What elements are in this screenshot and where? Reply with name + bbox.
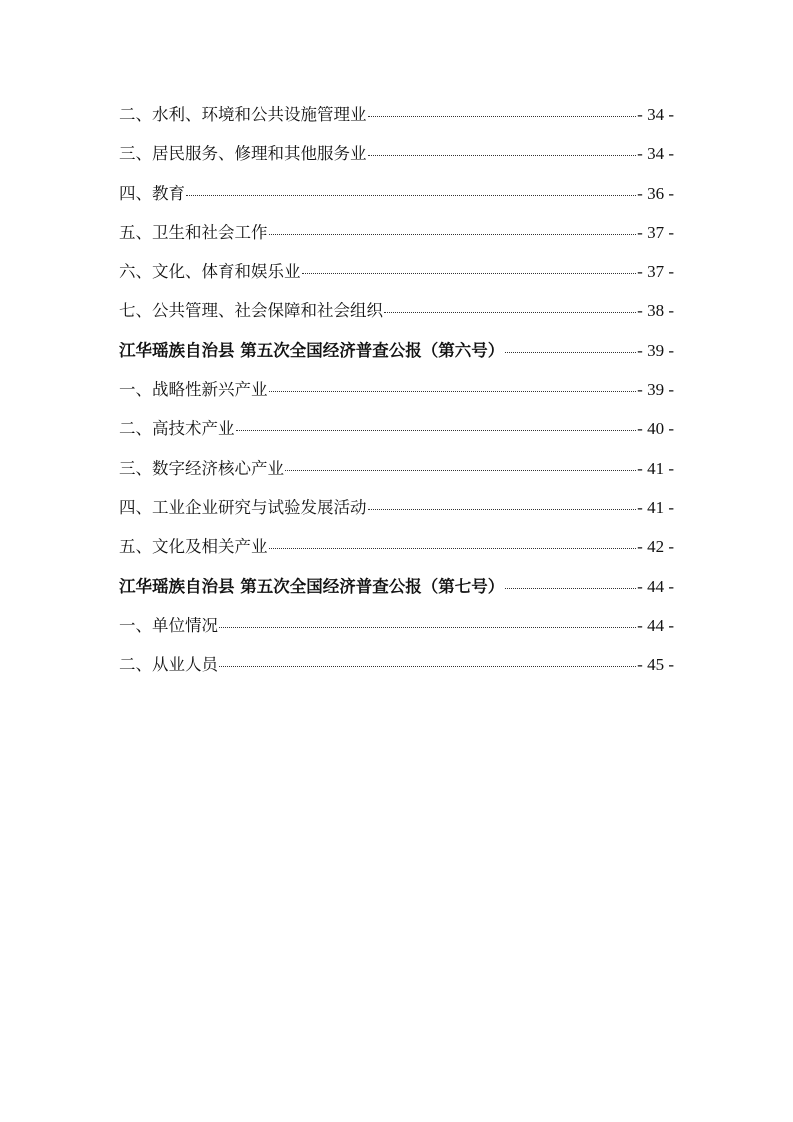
toc-entry-title: 三、数字经济核心产业	[119, 458, 284, 478]
toc-entry-page: - 41 -	[637, 458, 674, 478]
toc-section-title: 江华瑶族自治县 第五次全国经济普查公报（第六号）	[119, 340, 505, 360]
toc-entry-title: 五、卫生和社会工作	[119, 222, 268, 242]
toc-leader-dots	[505, 352, 636, 353]
table-of-contents	[119, 101, 674, 690]
toc-entry-title: 六、文化、体育和娱乐业	[119, 262, 301, 282]
toc-entry-title: 四、教育	[119, 183, 185, 203]
toc-entry[interactable]	[119, 180, 674, 219]
toc-entry-page: - 44 -	[637, 576, 674, 596]
toc-entry-title: 七、公共管理、社会保障和社会组织	[119, 301, 383, 321]
toc-entry-title: 四、工业企业研究与试验发展活动	[119, 497, 367, 517]
toc-leader-dots	[285, 470, 636, 471]
toc-entry-title: 二、高技术产业	[119, 419, 235, 439]
toc-entry[interactable]	[119, 415, 674, 454]
toc-leader-dots	[368, 155, 637, 156]
toc-entry[interactable]	[119, 455, 674, 494]
toc-entry-page: - 39 -	[637, 380, 674, 400]
toc-leader-dots	[505, 588, 636, 589]
toc-leader-dots	[219, 666, 636, 667]
toc-entry[interactable]	[119, 376, 674, 415]
toc-entry-page: - 34 -	[637, 105, 674, 124]
toc-leader-dots	[302, 273, 637, 274]
toc-entry[interactable]	[119, 533, 674, 572]
toc-section-heading[interactable]	[119, 337, 674, 376]
toc-entry-title: 三、居民服务、修理和其他服务业	[119, 144, 367, 164]
toc-entry[interactable]	[119, 494, 674, 533]
toc-entry-page: - 42 -	[637, 537, 674, 557]
toc-entry[interactable]	[119, 651, 674, 690]
toc-entry-title: 二、从业人员	[119, 655, 218, 675]
toc-entry-page: - 37 -	[637, 222, 674, 242]
toc-leader-dots	[219, 627, 636, 628]
toc-entry-title: 一、战略性新兴产业	[119, 380, 268, 400]
toc-entry-page: - 36 -	[637, 183, 674, 203]
toc-leader-dots	[236, 430, 637, 431]
toc-leader-dots	[368, 116, 637, 117]
toc-leader-dots	[186, 195, 636, 196]
toc-entry[interactable]	[119, 258, 674, 297]
toc-leader-dots	[368, 509, 637, 510]
toc-entry-page: - 45 -	[637, 655, 674, 675]
toc-entry[interactable]	[119, 612, 674, 651]
toc-section-heading[interactable]	[119, 573, 674, 612]
toc-entry-title: 一、单位情况	[119, 615, 218, 635]
toc-entry-page: - 44 -	[637, 615, 674, 635]
toc-entry[interactable]	[119, 140, 674, 179]
toc-leader-dots	[269, 391, 637, 392]
toc-entry[interactable]	[119, 101, 674, 140]
toc-leader-dots	[384, 312, 636, 313]
toc-entry-page: - 40 -	[637, 419, 674, 439]
toc-leader-dots	[269, 234, 637, 235]
toc-entry-page: - 39 -	[637, 340, 674, 360]
toc-leader-dots	[269, 548, 637, 549]
toc-entry-title: 二、水利、环境和公共设施管理业	[119, 105, 367, 124]
toc-section-title: 江华瑶族自治县 第五次全国经济普查公报（第七号）	[119, 576, 505, 596]
toc-entry-page: - 41 -	[637, 497, 674, 517]
toc-entry-page: - 38 -	[637, 301, 674, 321]
toc-entry[interactable]	[119, 219, 674, 258]
toc-entry-page: - 34 -	[637, 144, 674, 164]
toc-entry-title: 五、文化及相关产业	[119, 537, 268, 557]
toc-entry-page: - 37 -	[637, 262, 674, 282]
toc-entry[interactable]	[119, 297, 674, 336]
